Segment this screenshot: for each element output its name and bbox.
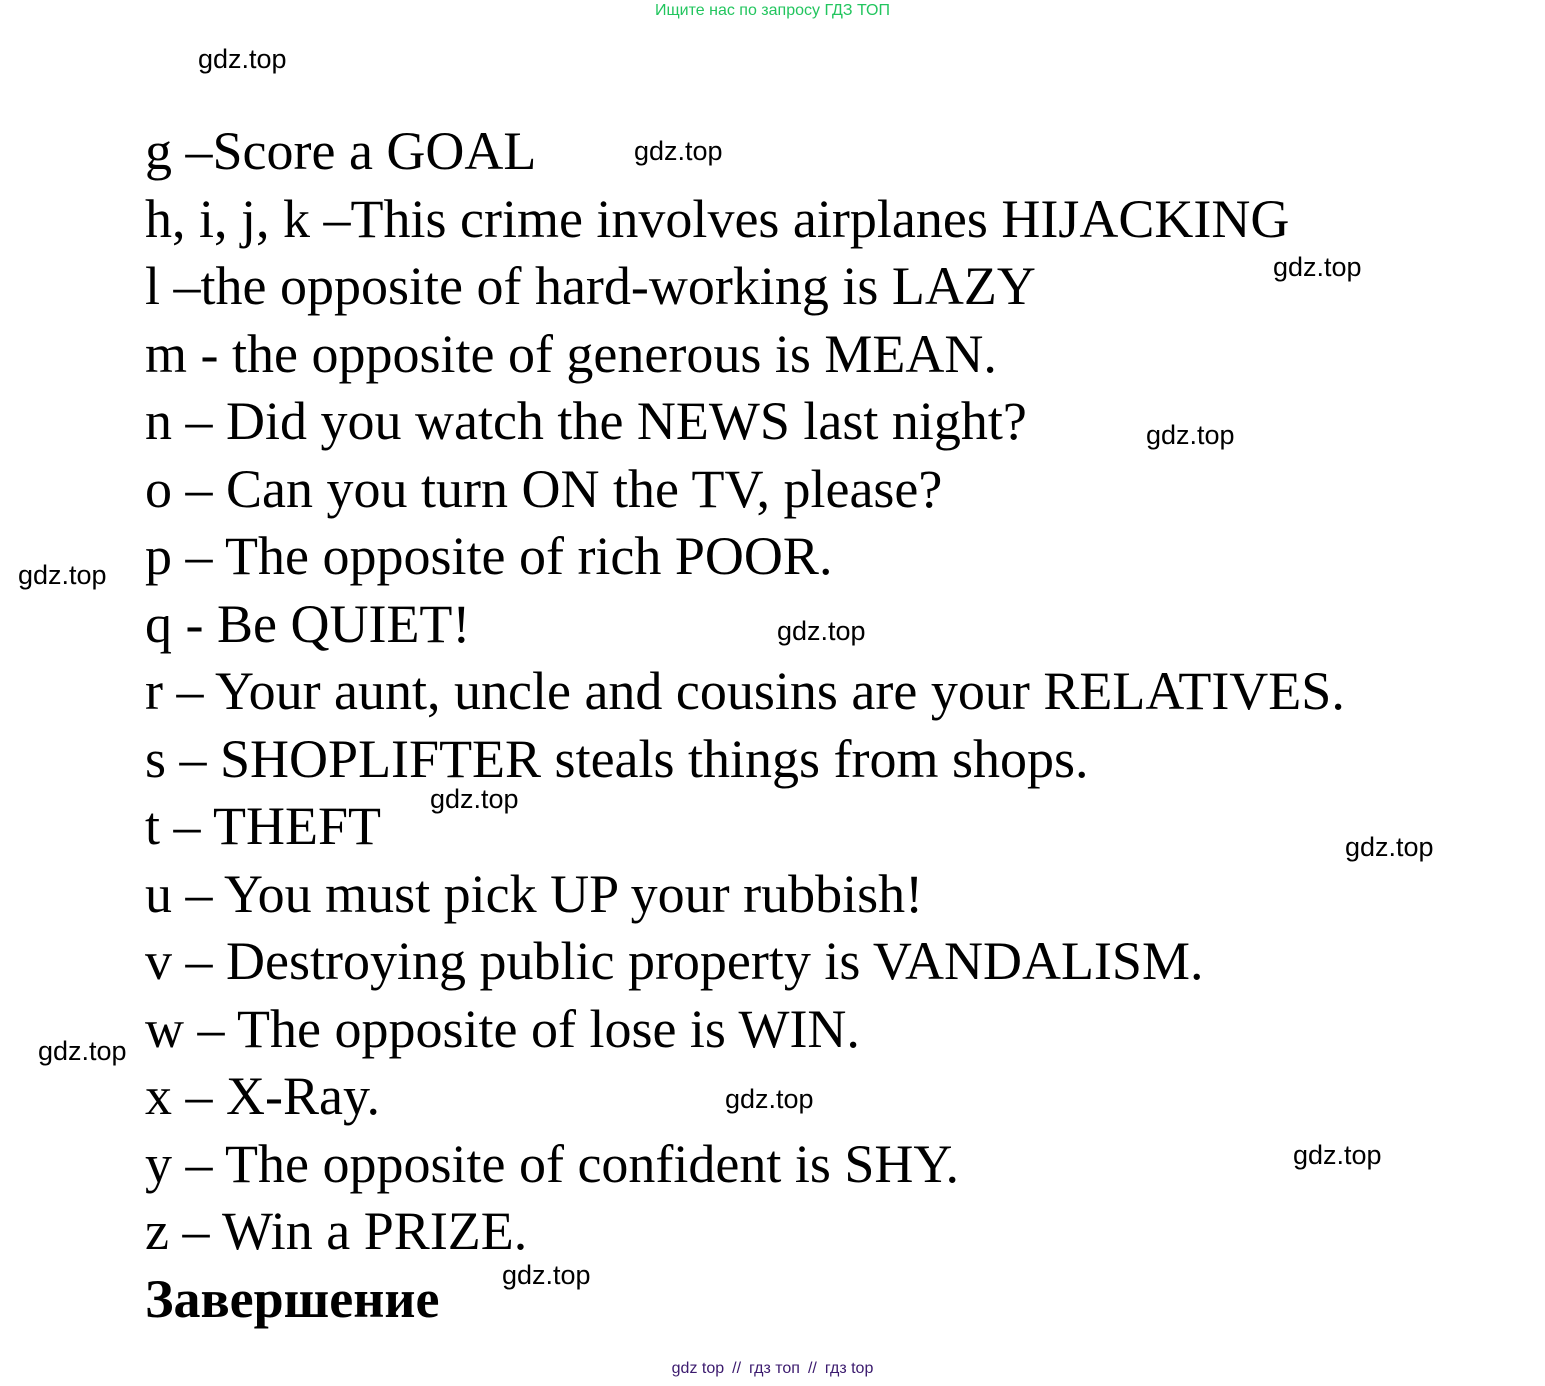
answer-line-u: u – You must pick UP your rubbish! [145,863,924,924]
watermark: gdz.top [1293,1140,1382,1170]
answer-line-s: s – SHOPLIFTER steals things from shops. [145,728,1089,789]
answer-line-l: l –the opposite of hard-working is LAZY [145,256,1036,316]
watermark: gdz.top [725,1084,814,1114]
watermark: gdz.top [1345,832,1434,862]
watermark: gdz.top [634,136,723,166]
top-banner-text: Ищите нас по запросу ГДЗ ТОП [655,2,890,19]
answer-line-z: z – Win a PRIZE. [145,1201,528,1261]
answer-line-hijk: h, i, j, k –This crime involves airplanes HIJACKING [145,188,1290,249]
answer-line-v: v – Destroying public property is VANDALISM. [145,931,1204,991]
watermark: gdz.top [38,1036,127,1066]
footer-link-gdz-top-ru[interactable]: гдз топ [749,1360,800,1377]
watermark: gdz.top [1273,252,1362,282]
footer-links [0,1360,1545,1378]
answer-line-n: n – Did you watch the NEWS last night? [145,391,1027,451]
footer-link-gdz-top-mixed[interactable]: гдз top [824,1360,874,1377]
answer-line-m: m - the opposite of generous is MEAN. [145,323,997,384]
answer-line-r: r – Your aunt, uncle and cousins are your RELATIVES. [145,661,1345,721]
answer-line-o: o – Can you turn ON the TV, please? [145,458,943,519]
answer-line-q: q - Be QUIET! [145,593,471,654]
watermark: gdz.top [18,560,107,590]
watermark: gdz.top [1146,420,1235,450]
answer-line-g: g –Score a GOAL [145,121,537,181]
section-heading: Завершение [145,1268,440,1329]
watermark: gdz.top [198,44,287,74]
watermark: gdz.top [430,784,519,814]
answer-line-p: p – The opposite of rich POOR. [145,526,833,586]
footer-separator: // [732,1360,742,1377]
answer-line-y: y – The opposite of confident is SHY. [145,1133,959,1194]
watermark: gdz.top [777,616,866,646]
answer-line-w: w – The opposite of lose is WIN. [145,998,860,1059]
footer-separator: // [807,1360,817,1377]
answer-line-t: t – THEFT [145,796,382,856]
answer-list [145,118,1345,1333]
footer-link-gdz-top[interactable]: gdz top [671,1360,725,1377]
answer-line-x: x – X-Ray. [145,1066,380,1126]
watermark: gdz.top [502,1260,591,1290]
